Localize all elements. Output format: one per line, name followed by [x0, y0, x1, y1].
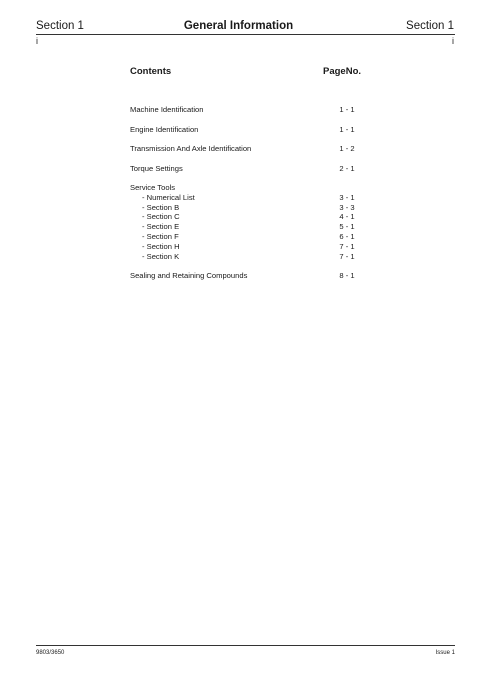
toc-item-page: 1 - 1 [339, 105, 355, 114]
toc-subitem-page: 7 - 1 [339, 242, 355, 251]
toc-item-label[interactable]: Service Tools [130, 183, 176, 192]
header-page-left: i [36, 36, 38, 46]
toc-item-page: 2 - 1 [339, 164, 355, 173]
toc-subitem-label[interactable]: - Section F [142, 232, 179, 241]
toc-subitem-label[interactable]: - Section C [142, 212, 180, 221]
header-page-right: i [452, 36, 454, 46]
toc-subitem-label[interactable]: - Section E [142, 222, 180, 231]
toc-subitem-label[interactable]: - Numerical List [142, 193, 195, 202]
toc-item-label[interactable]: Engine Identification [130, 125, 199, 134]
toc-subitem-page: 5 - 1 [339, 222, 355, 231]
toc-subitem-label[interactable]: - Section H [142, 242, 180, 251]
toc-item-page: 1 - 1 [339, 125, 355, 134]
footer-divider [36, 645, 455, 646]
contents-heading: Contents [130, 66, 172, 77]
toc-item-label[interactable]: Sealing and Retaining Compounds [130, 271, 248, 280]
toc-item-page: 8 - 1 [339, 271, 355, 280]
header-divider [36, 34, 455, 35]
toc-subitem-page: 4 - 1 [339, 212, 355, 221]
header-section-right: Section 1 [406, 20, 454, 32]
issue-label: Issue 1 [435, 650, 455, 656]
header-section-left: Section 1 [36, 20, 84, 32]
toc-subitem-page: 7 - 1 [339, 252, 355, 261]
toc-subitem-page: 3 - 1 [339, 193, 355, 202]
toc-item-label[interactable]: Transmission And Axle Identification [130, 144, 252, 153]
toc-item-page: 1 - 2 [339, 144, 355, 153]
toc-subitem-page: 3 - 3 [339, 203, 355, 212]
toc-subitem-label[interactable]: - Section K [142, 252, 180, 261]
toc-item-label[interactable]: Torque Settings [130, 164, 183, 173]
toc-item-label[interactable]: Machine Identification [130, 105, 204, 114]
page-number-heading: PageNo. [323, 66, 362, 77]
document-number: 9803/3650 [36, 650, 65, 656]
page-title: General Information [183, 20, 294, 32]
toc-subitem-page: 6 - 1 [339, 232, 355, 241]
toc-subitem-label[interactable]: - Section B [142, 203, 180, 212]
